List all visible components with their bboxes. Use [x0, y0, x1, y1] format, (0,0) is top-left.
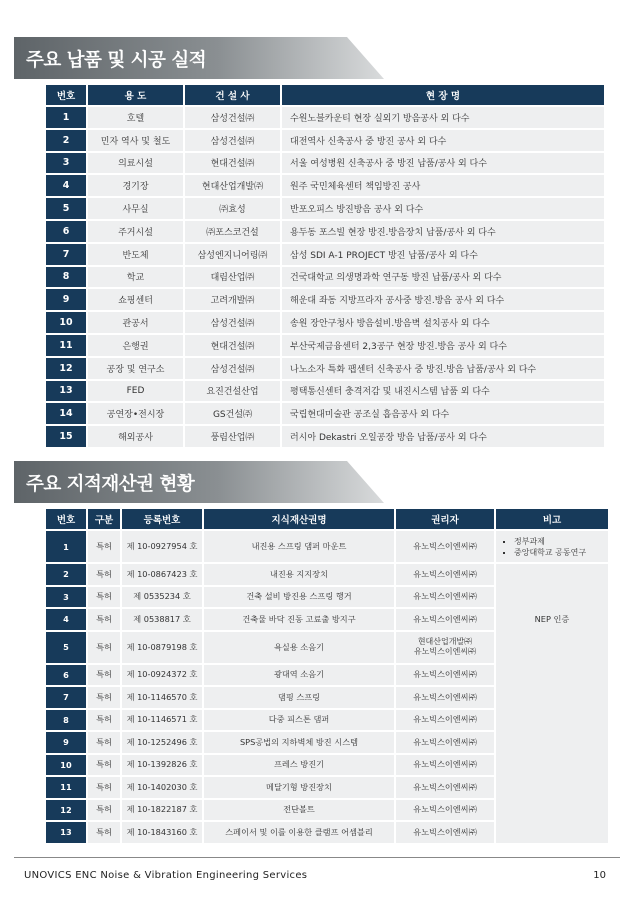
- table-row: [46, 531, 608, 562]
- row-ip-name: 다중 피스톤 댐퍼: [204, 710, 394, 731]
- row-type: 특허: [88, 531, 120, 562]
- row-number: 7: [46, 244, 86, 265]
- row-holder: [396, 777, 494, 798]
- row-type: 특허: [88, 755, 120, 776]
- row-number: 10: [46, 755, 86, 776]
- holder-name: 유노빅스이엔씨㈜: [413, 568, 477, 579]
- row-builder: ㈜효성: [185, 198, 280, 219]
- row-site: 용두동 포스빌 현장 방진.방음장치 납품/공사 외 다수: [282, 221, 604, 242]
- row-number: 9: [46, 289, 86, 310]
- row-number: 8: [46, 710, 86, 731]
- row-ip-name: SPS공법의 지하벽체 방진 시스템: [204, 732, 394, 753]
- table-row: [46, 358, 604, 379]
- table-row: [46, 564, 608, 585]
- row-builder: 삼성건설㈜: [185, 358, 280, 379]
- row-number: 8: [46, 267, 86, 288]
- row-ip-name: 메달기형 방진장치: [204, 777, 394, 798]
- header-builder: 건 설 사: [185, 85, 280, 105]
- row-holder: [396, 732, 494, 753]
- row-number: 14: [46, 403, 86, 424]
- row-site: 송원 장안구청사 방음설비.방음벽 설치공사 외 다수: [282, 312, 604, 333]
- table-row: [46, 381, 604, 402]
- table-row: [46, 153, 604, 174]
- row-ip-name: 전단볼트: [204, 800, 394, 821]
- row-builder: 현대건설㈜: [185, 153, 280, 174]
- row-note: [496, 531, 608, 562]
- row-builder: 현대산업개발㈜: [185, 175, 280, 196]
- row-use: 사무실: [88, 198, 183, 219]
- row-reg-no: 제 10-1252496 호: [122, 732, 202, 753]
- row-site: 건국대학교 의생명과학 연구동 방진 납품/공사 외 다수: [282, 267, 604, 288]
- row-use: 쇼핑센터: [88, 289, 183, 310]
- row-number: 4: [46, 609, 86, 630]
- holder-name: 유노빅스이엔씨㈜: [413, 669, 477, 680]
- holder-name: 유노빅스이엔씨㈜: [413, 591, 477, 602]
- row-reg-no: 제 10-1146570 호: [122, 687, 202, 708]
- row-site: 나노소자 특화 팹센터 신축공사 중 방진.방음 납품/공사 외 다수: [282, 358, 604, 379]
- ip-rights-table: [44, 507, 610, 845]
- holder-name: 유노빅스이엔씨㈜: [413, 613, 477, 624]
- row-holder: [396, 564, 494, 585]
- table-row: [46, 175, 604, 196]
- row-number: 5: [46, 632, 86, 663]
- row-ip-name: 스페이서 및 이를 이용한 클램프 어셈블리: [204, 822, 394, 843]
- row-site: 반포오피스 방진방음 공사 외 다수: [282, 198, 604, 219]
- header-type: 구분: [88, 509, 120, 529]
- holder-name: 유노빅스이엔씨㈜: [413, 736, 477, 747]
- table-row: [46, 244, 604, 265]
- row-ip-name: 건축물 바닥 진동 고료출 방지구: [204, 609, 394, 630]
- row-site: 부산국제금융센터 2,3공구 현장 방진.방음 공사 외 다수: [282, 335, 604, 356]
- table-row: [46, 107, 604, 128]
- row-number: 3: [46, 153, 86, 174]
- row-number: 2: [46, 564, 86, 585]
- row-reg-no: 제 10-1146571 호: [122, 710, 202, 731]
- row-site: 국립현대미술관 공조실 흡음공사 외 다수: [282, 403, 604, 424]
- row-site: 수원노블카운티 현장 실외기 방음공사 외 다수: [282, 107, 604, 128]
- section1-title: 주요 납품 및 시공 실적: [26, 50, 207, 71]
- row-use: 의료시설: [88, 153, 183, 174]
- row-number: 4: [46, 175, 86, 196]
- row-builder: 삼성건설㈜: [185, 130, 280, 151]
- holder-name: 유노빅스이엔씨㈜: [413, 781, 477, 792]
- header-ip-name: 지식재산권명: [204, 509, 394, 529]
- row-type: 특허: [88, 587, 120, 608]
- row-use: 은행권: [88, 335, 183, 356]
- header-site: 현 장 명: [282, 85, 604, 105]
- table-row: [46, 289, 604, 310]
- row-number: 12: [46, 358, 86, 379]
- row-use: 주거시설: [88, 221, 183, 242]
- row-number: 10: [46, 312, 86, 333]
- header-use: 용 도: [88, 85, 183, 105]
- row-number: 11: [46, 777, 86, 798]
- table-row: [46, 312, 604, 333]
- row-ip-name: 댐핑 스프링: [204, 687, 394, 708]
- holder-name: 유노빅스이엔씨㈜: [413, 826, 477, 837]
- row-site: 서울 여성병원 신축공사 중 방진 납품/공사 외 다수: [282, 153, 604, 174]
- row-use: 경기장: [88, 175, 183, 196]
- row-reg-no: 제 10-1392826 호: [122, 755, 202, 776]
- row-site: 원주 국민체육센터 책임방진 공사: [282, 175, 604, 196]
- row-site: 대전역사 신축공사 중 방진 공사 외 다수: [282, 130, 604, 151]
- row-reg-no: 제 0535234 호: [122, 587, 202, 608]
- footer-company: UNOVICS ENC Noise & Vibration Engineering Services: [24, 870, 308, 881]
- table-header-row: [46, 509, 608, 529]
- row-number: 1: [46, 531, 86, 562]
- row-number: 13: [46, 822, 86, 843]
- holder-name: 현대산업개발㈜: [417, 637, 473, 646]
- row-reg-no: 제 10-0879198 호: [122, 632, 202, 663]
- note-item: ▪ 중앙대학교 공동연구: [514, 547, 608, 558]
- row-number: 9: [46, 732, 86, 753]
- holder-name: 유노빅스이엔씨㈜: [413, 759, 477, 770]
- header-reg-no: 등록번호: [122, 509, 202, 529]
- row-ip-name: 내진용 스프링 댐퍼 마운트: [204, 531, 394, 562]
- table-row: [46, 221, 604, 242]
- row-type: 특허: [88, 564, 120, 585]
- row-holder: [396, 710, 494, 731]
- delivery-record-table: [44, 83, 606, 449]
- page-number: 10: [593, 870, 606, 881]
- row-ip-name: 내진용 지지장치: [204, 564, 394, 585]
- table-header-row: [46, 85, 604, 105]
- row-use: 민자 역사 및 철도: [88, 130, 183, 151]
- holder-name: 유노빅스이엔씨㈜: [413, 541, 477, 551]
- row-ip-name: 프레스 방진기: [204, 755, 394, 776]
- row-use: 공연장•전시장: [88, 403, 183, 424]
- holder-name-2: 유노빅스이엔씨㈜: [413, 647, 477, 656]
- row-builder: 삼성건설㈜: [185, 312, 280, 333]
- row-builder: 요진건설산업: [185, 381, 280, 402]
- row-holder: [396, 665, 494, 686]
- row-type: 특허: [88, 632, 120, 663]
- row-use: FED: [88, 381, 183, 402]
- row-ip-name: 욕실용 소음기: [204, 632, 394, 663]
- row-holder: [396, 531, 494, 562]
- row-reg-no: 제 10-0924372 호: [122, 665, 202, 686]
- row-note: NEP 인증: [496, 564, 608, 843]
- holder-name: 유노빅스이엔씨㈜: [413, 714, 477, 725]
- row-builder: 삼성건설㈜: [185, 107, 280, 128]
- holder-name: 유노빅스이엔씨㈜: [413, 691, 477, 702]
- row-number: 1: [46, 107, 86, 128]
- row-reg-no: 제 10-0927954 호: [122, 531, 202, 562]
- row-builder: ㈜포스코건설: [185, 221, 280, 242]
- row-builder: 고려개발㈜: [185, 289, 280, 310]
- row-type: 특허: [88, 665, 120, 686]
- header-holder: 권리자: [396, 509, 494, 529]
- row-site: 해운대 좌동 지방프라자 공사중 방진.방음 공사 외 다수: [282, 289, 604, 310]
- row-use: 해외공사: [88, 426, 183, 447]
- row-number: 13: [46, 381, 86, 402]
- row-use: 호텔: [88, 107, 183, 128]
- row-ip-name: 건축 설비 방진용 스프링 행거: [204, 587, 394, 608]
- row-site: 평택통신센터 충격저감 및 내진시스템 납품 외 다수: [282, 381, 604, 402]
- header-note: 비고: [496, 509, 608, 529]
- row-builder: 풍림산업㈜: [185, 426, 280, 447]
- row-site: 러시아 Dekastri 오일공장 방음 납품/공사 외 다수: [282, 426, 604, 447]
- row-reg-no: 제 10-1402030 호: [122, 777, 202, 798]
- row-reg-no: 제 10-0867423 호: [122, 564, 202, 585]
- note-list: [502, 536, 608, 558]
- row-number: 3: [46, 587, 86, 608]
- row-reg-no: 제 10-1843160 호: [122, 822, 202, 843]
- table-row: [46, 403, 604, 424]
- row-holder: [396, 609, 494, 630]
- table-row: [46, 335, 604, 356]
- table-row: [46, 267, 604, 288]
- row-use: 공장 및 연구소: [88, 358, 183, 379]
- row-reg-no: 제 10-1822187 호: [122, 800, 202, 821]
- row-type: 특허: [88, 732, 120, 753]
- row-number: 11: [46, 335, 86, 356]
- row-use: 반도체: [88, 244, 183, 265]
- row-use: 학교: [88, 267, 183, 288]
- row-number: 6: [46, 665, 86, 686]
- section2-title: 주요 지적재산권 현황: [26, 474, 195, 495]
- table-row: [46, 130, 604, 151]
- row-holder: [396, 687, 494, 708]
- row-use: 관공서: [88, 312, 183, 333]
- row-type: 특허: [88, 777, 120, 798]
- row-type: 특허: [88, 822, 120, 843]
- row-builder: GS건설㈜: [185, 403, 280, 424]
- holder-name: 유노빅스이엔씨㈜: [413, 804, 477, 815]
- row-holder: [396, 822, 494, 843]
- row-number: 12: [46, 800, 86, 821]
- header-no: 번호: [46, 509, 86, 529]
- row-number: 7: [46, 687, 86, 708]
- row-ip-name: 광대역 소음기: [204, 665, 394, 686]
- row-number: 5: [46, 198, 86, 219]
- row-number: 6: [46, 221, 86, 242]
- row-builder: 대림산업㈜: [185, 267, 280, 288]
- row-holder: [396, 800, 494, 821]
- table-row: [46, 426, 604, 447]
- row-reg-no: 제 0538817 호: [122, 609, 202, 630]
- row-site: 삼성 SDI A-1 PROJECT 방진 납품/공사 외 다수: [282, 244, 604, 265]
- header-no: 번호: [46, 85, 86, 105]
- row-type: 특허: [88, 609, 120, 630]
- table-row: [46, 198, 604, 219]
- row-type: 특허: [88, 687, 120, 708]
- row-holder: [396, 587, 494, 608]
- note-item: ▪ 정부과제: [514, 536, 608, 547]
- footer-divider: [14, 857, 620, 858]
- row-type: 특허: [88, 710, 120, 731]
- row-builder: 삼성엔지니어링㈜: [185, 244, 280, 265]
- row-number: 15: [46, 426, 86, 447]
- row-number: 2: [46, 130, 86, 151]
- row-holder: [396, 632, 494, 663]
- row-holder: [396, 755, 494, 776]
- row-type: 특허: [88, 800, 120, 821]
- row-builder: 현대건설㈜: [185, 335, 280, 356]
